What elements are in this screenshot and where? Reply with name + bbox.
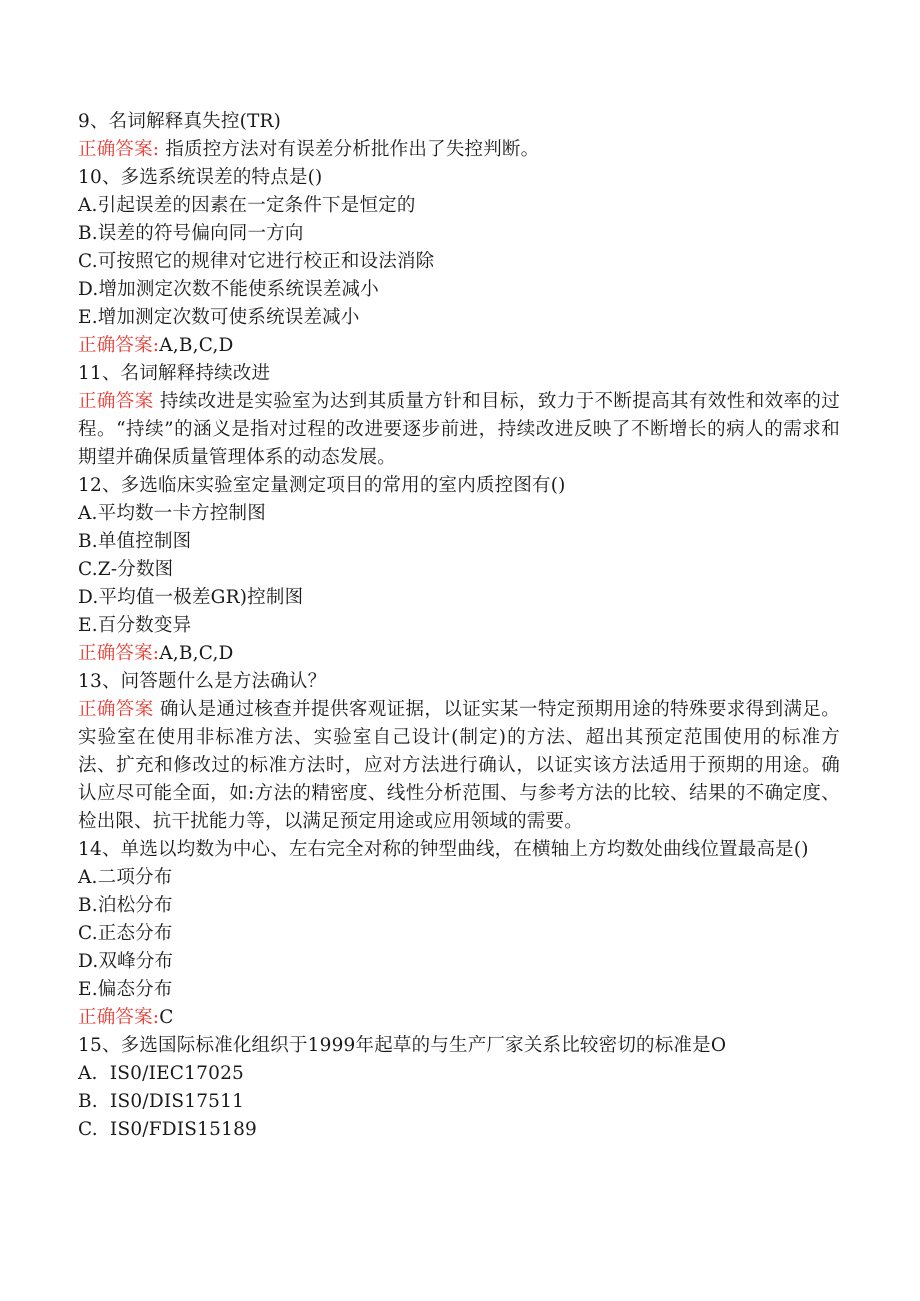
option-14-c: C.正态分布 bbox=[78, 923, 173, 944]
option-12-e: E.百分数变异 bbox=[78, 615, 192, 636]
option-10-c: C.可按照它的规律对它进行校正和设法消除 bbox=[78, 251, 435, 272]
answer-label: 正确答案: bbox=[78, 643, 160, 664]
option-14-e: E.偏态分布 bbox=[78, 979, 173, 1000]
option-10-a: A.引起误差的因素在一定条件下是恒定的 bbox=[78, 195, 416, 216]
answer-label: 正确答案 bbox=[78, 699, 154, 720]
answer-text: A,B,C,D bbox=[159, 335, 234, 356]
answer-label: 正确答案: bbox=[78, 335, 160, 356]
answer-11 bbox=[78, 388, 840, 472]
answer-label: 正确答案 bbox=[78, 391, 154, 412]
option-10-e: E.增加测定次数可使系统误差减小 bbox=[78, 307, 360, 328]
question-13: 13、问答题什么是方法确认？ bbox=[78, 671, 327, 692]
answer-label: 正确答案: bbox=[78, 1007, 160, 1028]
option-15-b: B. IS0/DIS17511 bbox=[78, 1091, 245, 1112]
option-10-b: B.误差的符号偏向同一方向 bbox=[78, 223, 304, 244]
question-9: 9、名词解释真失控(TR) bbox=[78, 111, 282, 132]
option-15-c: C. IS0/FDIS15189 bbox=[78, 1119, 258, 1140]
option-12-b: B.单值控制图 bbox=[78, 531, 192, 552]
option-15-a: A. IS0/IEC17025 bbox=[78, 1063, 245, 1084]
option-14-a: A.二项分布 bbox=[78, 867, 173, 888]
answer-text: 指质控方法对有误差分析批作出了失控判断。 bbox=[159, 139, 540, 160]
question-15: 15、多选国际标准化组织于1999年起草的与生产厂家关系比较密切的标准是O bbox=[78, 1035, 727, 1056]
answer-9 bbox=[78, 136, 840, 164]
option-12-c: C.Z-分数图 bbox=[78, 559, 174, 580]
document-page bbox=[78, 108, 840, 1144]
answer-text: C bbox=[159, 1007, 174, 1028]
answer-12 bbox=[78, 640, 840, 668]
answer-13 bbox=[78, 696, 840, 836]
question-14: 14、单选以均数为中心、左右完全对称的钟型曲线，在横轴上方均数处曲线位置最高是() bbox=[78, 839, 809, 860]
question-10: 10、多选系统误差的特点是() bbox=[78, 167, 323, 188]
answer-text: 持续改进是实验室为达到其质量方针和目标，致力于不断提高其有效性和效率的过程。“持续”的涵义是指对过程的改进要逐步前进，持续改进反映了不断增长的病人的需求和期望并确保质量管理体系的动态发展。 bbox=[78, 391, 840, 468]
answer-text: A,B,C,D bbox=[159, 643, 234, 664]
answer-10 bbox=[78, 332, 840, 360]
answer-label: 正确答案: bbox=[78, 139, 160, 160]
option-10-d: D.增加测定次数不能使系统误差减小 bbox=[78, 279, 379, 300]
option-14-b: B.泊松分布 bbox=[78, 895, 173, 916]
question-12: 12、多选临床实验室定量测定项目的常用的室内质控图有() bbox=[78, 475, 566, 496]
answer-text: 确认是通过核查并提供客观证据，以证实某一特定预期用途的特殊要求得到满足。实验室在使用非标准方法、实验室自己设计(制定)的方法、超出其预定范围使用的标准方法、扩充和修改过的标准方法时，应对方法进行确认，以证实该方法适用于预期的用途。确认应尽可能全面，如:方法的精密度、线性分析范围、与参考方法的比较、结果的不确定度、检出限、抗干扰能力等，以满足预定用途或应用领域的需要。 bbox=[78, 699, 840, 832]
option-12-d: D.平均值一极差GR)控制图 bbox=[78, 587, 304, 608]
option-14-d: D.双峰分布 bbox=[78, 951, 174, 972]
answer-14 bbox=[78, 1004, 840, 1032]
option-12-a: A.平均数一卡方控制图 bbox=[78, 503, 266, 524]
question-11: 11、名词解释持续改进 bbox=[78, 363, 271, 384]
